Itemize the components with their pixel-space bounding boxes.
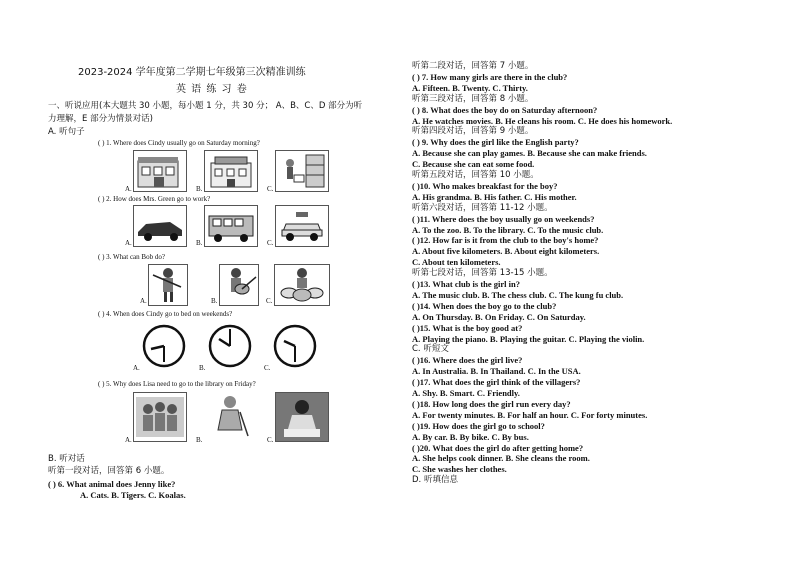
question-line: ( )19. How does the girl go to school? [412,420,545,431]
question-line: C. Because she can eat some food. [412,159,535,170]
option-label: B. [199,364,206,372]
option-label: A. [125,436,132,444]
question-5: ( ) 5. Why does Lisa need to go to the library on Friday? [98,380,256,388]
section-label: 听第七段对话，回答第 13-15 小题。 [412,268,553,279]
question-line: A. She helps cook dinner. B. She cleans the room. [412,453,590,464]
part1-heading-cont: 力理解，E 部分为情景对话) [48,114,153,124]
option-label: B. [196,185,203,193]
question-line: ( )20. What does the girl do after getting home? [412,442,584,453]
exam-subtitle: 英 语 练 习 卷 [176,84,248,95]
question-4: ( ) 4. When does Cindy go to bed on weekends? [98,310,233,318]
section-a-heading: A. 听句子 [48,127,85,137]
question-line: ( )13. What club is the girl in? [412,279,520,289]
question-line: ( )12. How far is it from the club to the boy's home? [412,235,599,246]
question-line: ( )11. Where does the boy usually go on weekends? [412,213,595,224]
girl-sweeping-picture [204,392,256,440]
option-label: C. [266,297,273,305]
bus-picture [204,205,258,247]
question-line: ( )17. What does the girl think of the villagers? [412,377,581,388]
question-line: ( )16. Where does the girl live? [412,355,523,366]
question-line: ( )15. What is the boy good at? [412,322,523,333]
drummer-picture [274,264,330,306]
option-label: A. [125,239,132,247]
question-line: ( ) 9. Why does the girl like the English party? [412,137,579,148]
question-2: ( ) 2. How does Mrs. Green go to work? [98,195,211,203]
section-label: 听第三段对话，回答第 8 小题。 [412,93,534,104]
question-line: ( )18. How long does the girl run every day? [412,398,571,409]
supermarket-picture [133,150,187,192]
shopping-picture [275,150,329,192]
question-line: A. Fifteen. B. Twenty. C. Thirty. [412,82,528,93]
question-6: ( ) 6. What animal does Jenny like? [48,479,176,489]
question-line: A. Shy. B. Smart. C. Friendly. [412,388,520,398]
option-label: A. [133,364,140,372]
option-label: C. [267,436,274,444]
option-label: B. [196,436,203,444]
option-label: B. [196,239,203,247]
question-1: ( ) 1. Where does Cindy usually go on Saturday morning? [98,139,260,147]
question-line: A. He watches movies. B. He cleans his room. C. He does his homework. [412,115,673,126]
question-6-options: A. Cats. B. Tigers. C. Koalas. [80,490,186,500]
question-line: A. On Thursday. B. On Friday. C. On Saturday. [412,311,586,322]
part1-heading: 一、听说应用(本大题共 30 小题，每小题 1 分，共 30 分； A、B、C、D 部分为听 [48,101,363,111]
section-label: 听第二段对话，回答第 7 小题。 [412,61,534,71]
option-label: A. [140,297,147,305]
violin-player-picture [148,264,188,306]
question-line: A. His grandma. B. His father. C. His mother. [412,191,577,202]
section-label: C. 听短文 [412,344,449,355]
section-label: 听第四段对话，回答第 9 小题。 [412,126,534,137]
girl-writing-picture [275,392,329,442]
section-label: 听第六段对话，回答第 11-12 小题。 [412,202,553,213]
question-line: A. To the zoo. B. To the library. C. To the music club. [412,224,604,235]
dialog1-label: 听第一段对话，回答第 6 小题。 [48,466,170,476]
section-b-heading: B. 听对话 [48,454,85,464]
taxi-picture [275,205,329,247]
question-line: C. She washes her clothes. [412,464,507,475]
option-label: C. [267,185,274,193]
option-label: C. [267,239,274,247]
question-line: ( ) 8. What does the boy do on Saturday afternoon? [412,104,598,115]
guitar-player-picture [219,264,259,306]
option-label: C. [264,364,271,372]
question-line: A. For twenty minutes. B. For half an hour. C. For forty minutes. [412,409,648,420]
question-line: ( )10. Who makes breakfast for the boy? [412,180,558,191]
clock-ten-thirty-picture [272,323,318,369]
question-line: A. By car. B. By bike. C. By bus. [412,431,529,442]
question-line: ( )14. When does the boy go to the club? [412,300,557,311]
question-line: A. About five kilometers. B. About eight kilometers. [412,246,600,257]
post-office-picture [204,150,258,192]
option-label: A. [125,185,132,193]
question-line: A. Because she can play games. B. Because she can make friends. [412,148,647,159]
clock-ten-picture [207,323,253,369]
option-label: B. [211,297,218,305]
section-label: D. 听填信息 [412,475,458,486]
section-label: 听第五段对话，回答第 10 小题。 [412,170,539,180]
clock-nine-thirty-picture [141,323,187,369]
exam-title: 2023-2024 学年度第二学期七年级第三次精准训练 [78,67,306,78]
question-line: A. The music club. B. The chess club. C. The kung fu club. [412,289,624,300]
students-reading-picture [133,392,187,442]
question-line: A. In Australia. B. In Thailand. C. In the USA. [412,366,581,377]
question-line: C. About ten kilometers. [412,257,501,268]
car-picture [133,205,187,247]
question-3: ( ) 3. What can Bob do? [98,253,165,261]
question-line: ( ) 7. How many girls are there in the club? [412,71,568,82]
question-line: A. Playing the piano. B. Playing the guitar. C. Playing the violin. [412,333,645,344]
